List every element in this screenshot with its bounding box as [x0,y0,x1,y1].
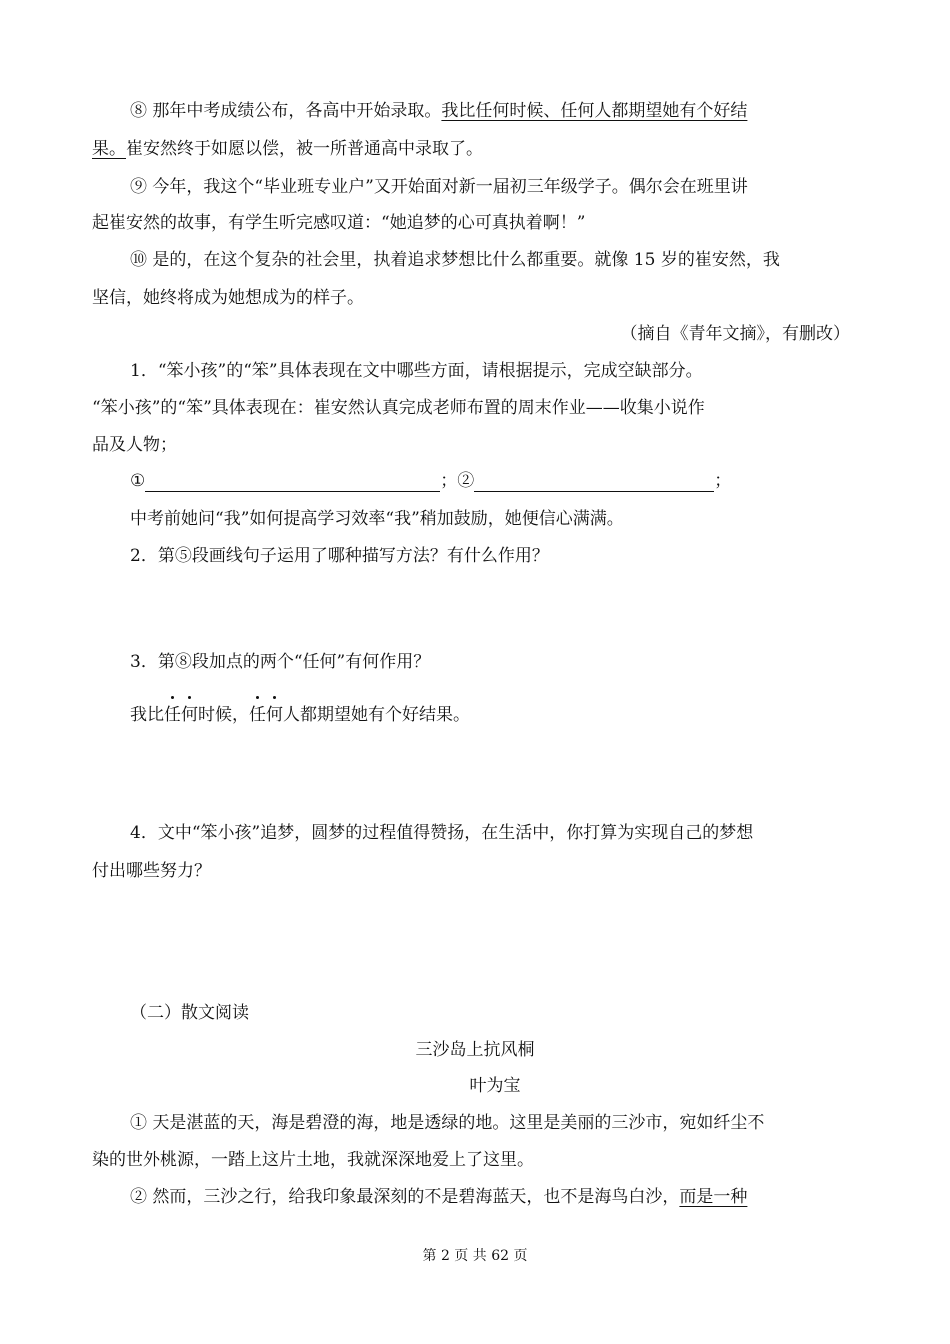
essay-p2-underlined: 而是一种 [679,1187,748,1207]
q3-part-2: 时候， [198,705,249,725]
source-citation: （摘自《青年文摘》，有删改） [620,324,850,344]
dotted-char-1: 任 [164,705,181,725]
para8-underlined-end: 果。 [92,139,126,159]
essay-title: 三沙岛上抗风桐 [415,1040,535,1060]
question-1-tail: 中考前她问“我”如何提高学习效率“我”稍加鼓励，她便信心满满。 [130,509,624,529]
blank-1-label: ① [130,471,146,491]
question-4-line-1: 4．文中“笨小孩”追梦，圆梦的过程值得赞扬，在生活中，你打算为实现自己的梦想 [130,823,754,843]
section-2-heading: （二）散文阅读 [130,1003,249,1023]
essay-p2-text: ② 然而，三沙之行，给我印象最深刻的不是碧海蓝天，也不是海鸟白沙， [130,1187,680,1207]
question-2: 2．第⑤段画线句子运用了哪种描写方法？有什么作用？ [130,546,549,566]
para8-underlined-sentence: 我比任何时候、任何人都期望她有个好结 [441,101,748,121]
para8-text-a: ⑧ 那年中考成绩公布，各高中开始录取。 [130,101,442,121]
page-footer: 第 2 页 共 62 页 [422,1248,528,1264]
q3-part-3: 人都期望她有个好结果。 [283,705,470,725]
essay-p1-line-1: ① 天是湛蓝的天，海是碧澄的海，地是透绿的地。这里是美丽的三沙市，宛如纤尘不 [130,1113,765,1133]
q3-part-1: 我比 [130,705,164,725]
paragraph-10-line-2: 坚信，她终将成为她想成为的样子。 [92,288,364,308]
question-3-stem: 3．第⑧段加点的两个“任何”有何作用？ [130,652,431,672]
paragraph-9-line-2: 起崔安然的故事，有学生听完感叹道：“她追梦的心可真执着啊！” [92,213,586,233]
question-1-hint-line-2: 品及人物； [92,435,177,455]
blank-end: ； [714,471,732,491]
question-1-blanks [130,470,731,492]
essay-author: 叶为宝 [469,1076,521,1096]
answer-blank-1[interactable] [145,473,440,492]
answer-blank-2[interactable] [474,473,714,492]
essay-p1-line-2: 染的世外桃源，一踏上这片土地，我就深深地爱上了这里。 [92,1150,534,1170]
para8-text-d: 崔安然终于如愿以偿，被一所普通高中录取了。 [126,139,483,159]
blank-separator: ；② [440,471,475,491]
paragraph-8-line-1 [130,100,747,122]
dotted-char-2: 何 [181,705,198,725]
question-1-stem: 1．“笨小孩”的“笨”具体表现在文中哪些方面，请根据提示，完成空缺部分。 [130,361,703,381]
question-1-hint-line-1: “笨小孩”的“笨”具体表现在：崔安然认真完成老师布置的周末作业——收集小说作 [92,398,705,418]
essay-p2-line-1 [130,1186,747,1208]
dotted-char-4: 何 [266,705,283,725]
question-3-quoted-sentence [130,704,470,726]
paragraph-9-line-1: ⑨ 今年，我这个“毕业班专业户”又开始面对新一届初三年级学子。偶尔会在班里讲 [130,177,748,197]
paragraph-8-line-2 [92,138,483,160]
dotted-char-3: 任 [249,705,266,725]
question-4-line-2: 付出哪些努力？ [92,861,211,881]
paragraph-10-line-1: ⑩ 是的，在这个复杂的社会里，执着追求梦想比什么都重要。就像 15 岁的崔安然，我 [130,250,780,270]
